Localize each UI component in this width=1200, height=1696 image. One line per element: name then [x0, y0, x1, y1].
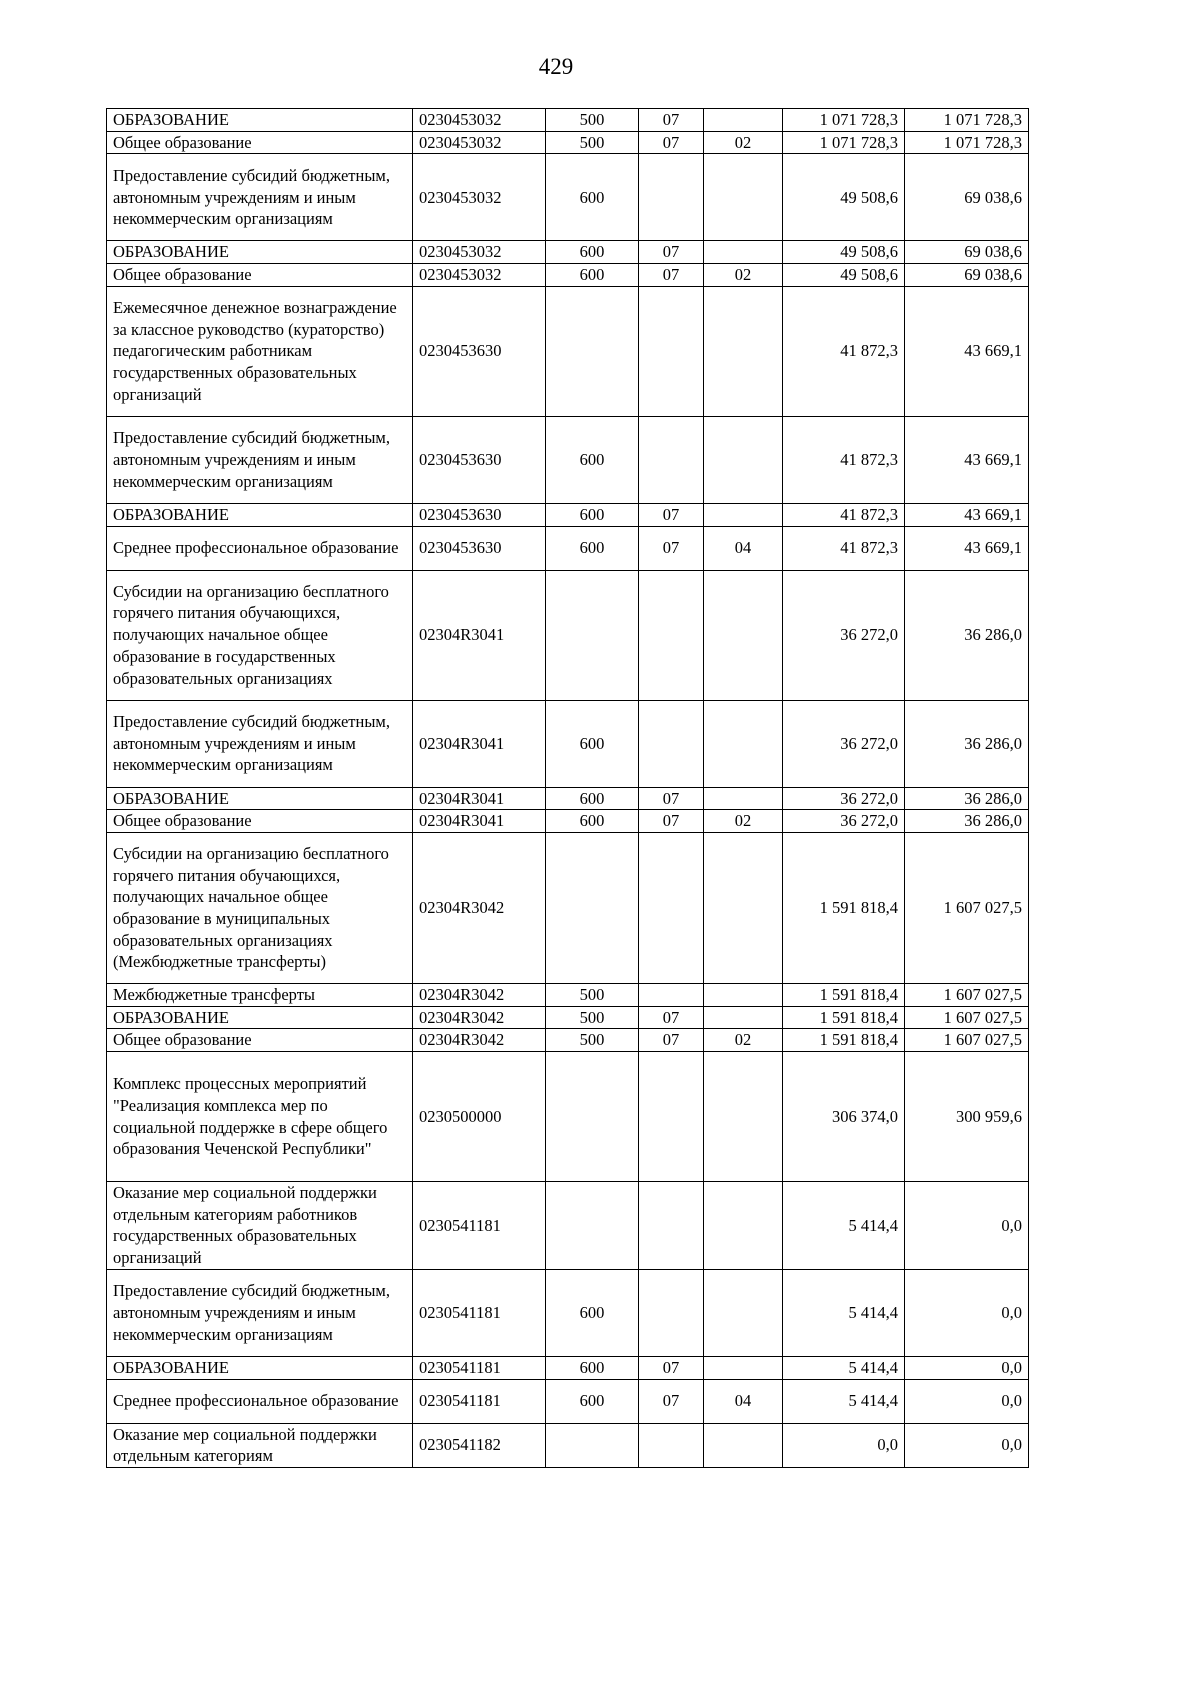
row-name: ОБРАЗОВАНИЕ — [107, 241, 413, 264]
subsection-code: 04 — [704, 526, 783, 570]
section-code — [639, 700, 704, 787]
target-article-code: 0230453032 — [413, 264, 546, 287]
section-code — [639, 1052, 704, 1182]
subsection-code — [704, 1006, 783, 1029]
table-row — [107, 241, 1029, 264]
expense-type-code: 500 — [546, 109, 639, 132]
section-code — [639, 1269, 704, 1356]
amount-year-2: 43 669,1 — [905, 416, 1029, 503]
expense-type-code — [546, 832, 639, 983]
expense-type-code: 500 — [546, 1006, 639, 1029]
amount-year-1: 49 508,6 — [783, 154, 905, 241]
amount-year-2: 1 607 027,5 — [905, 832, 1029, 983]
table-row — [107, 1356, 1029, 1379]
row-name: Комплекс процессных мероприятий "Реализация комплекса мер по социальной поддержке в сфере общего образования Чеченской Республики" — [107, 1052, 413, 1182]
subsection-code — [704, 241, 783, 264]
subsection-code: 02 — [704, 810, 783, 833]
target-article-code: 02304R3042 — [413, 1029, 546, 1052]
table-row — [107, 810, 1029, 833]
row-name: Среднее профессиональное образование — [107, 1379, 413, 1423]
amount-year-1: 36 272,0 — [783, 810, 905, 833]
subsection-code — [704, 416, 783, 503]
amount-year-2: 36 286,0 — [905, 570, 1029, 700]
expense-type-code: 600 — [546, 416, 639, 503]
subsection-code — [704, 154, 783, 241]
target-article-code: 0230541182 — [413, 1423, 546, 1467]
amount-year-1: 1 071 728,3 — [783, 131, 905, 154]
row-name: Предоставление субсидий бюджетным, автономным учреждениям и иным некоммерческим организациям — [107, 154, 413, 241]
row-name: Субсидии на организацию бесплатного горячего питания обучающихся, получающих начальное общее образование в государственных образовательных организациях — [107, 570, 413, 700]
section-code — [639, 832, 704, 983]
table-row — [107, 131, 1029, 154]
row-name: Оказание мер социальной поддержки отдельным категориям работников государственных образовательных организаций — [107, 1182, 413, 1270]
amount-year-2: 1 607 027,5 — [905, 1006, 1029, 1029]
expense-type-code: 600 — [546, 154, 639, 241]
amount-year-2: 36 286,0 — [905, 787, 1029, 810]
table-row — [107, 264, 1029, 287]
amount-year-2: 0,0 — [905, 1269, 1029, 1356]
table-row — [107, 983, 1029, 1006]
row-name: Межбюджетные трансферты — [107, 983, 413, 1006]
amount-year-2: 1 071 728,3 — [905, 109, 1029, 132]
expense-type-code: 600 — [546, 241, 639, 264]
target-article-code: 02304R3041 — [413, 810, 546, 833]
target-article-code: 0230453032 — [413, 109, 546, 132]
table-row — [107, 154, 1029, 241]
expense-type-code — [546, 1182, 639, 1270]
subsection-code: 02 — [704, 264, 783, 287]
target-article-code: 0230541181 — [413, 1269, 546, 1356]
amount-year-1: 306 374,0 — [783, 1052, 905, 1182]
amount-year-1: 1 071 728,3 — [783, 109, 905, 132]
row-name: Предоставление субсидий бюджетным, автономным учреждениям и иным некоммерческим организациям — [107, 700, 413, 787]
amount-year-2: 69 038,6 — [905, 241, 1029, 264]
budget-table-body — [107, 109, 1029, 1468]
section-code: 07 — [639, 503, 704, 526]
expense-type-code: 600 — [546, 787, 639, 810]
subsection-code — [704, 1356, 783, 1379]
subsection-code — [704, 1423, 783, 1467]
section-code — [639, 416, 704, 503]
amount-year-2: 1 607 027,5 — [905, 983, 1029, 1006]
amount-year-2: 36 286,0 — [905, 700, 1029, 787]
amount-year-1: 41 872,3 — [783, 286, 905, 416]
subsection-code — [704, 1269, 783, 1356]
target-article-code: 0230453032 — [413, 241, 546, 264]
amount-year-2: 0,0 — [905, 1379, 1029, 1423]
target-article-code: 0230453630 — [413, 416, 546, 503]
amount-year-2: 43 669,1 — [905, 286, 1029, 416]
target-article-code: 02304R3041 — [413, 700, 546, 787]
table-row — [107, 787, 1029, 810]
amount-year-1: 36 272,0 — [783, 700, 905, 787]
row-name: Общее образование — [107, 810, 413, 833]
table-row — [107, 700, 1029, 787]
expense-type-code: 500 — [546, 131, 639, 154]
subsection-code: 04 — [704, 1379, 783, 1423]
row-name: Субсидии на организацию бесплатного горячего питания обучающихся, получающих начальное общее образование в муниципальных образовательных организациях (Межбюджетные трансферты) — [107, 832, 413, 983]
expense-type-code: 600 — [546, 810, 639, 833]
section-code: 07 — [639, 1379, 704, 1423]
table-row — [107, 109, 1029, 132]
page-number: 429 — [538, 54, 574, 79]
row-name: ОБРАЗОВАНИЕ — [107, 109, 413, 132]
target-article-code: 02304R3041 — [413, 570, 546, 700]
row-name: ОБРАЗОВАНИЕ — [107, 1006, 413, 1029]
section-code — [639, 983, 704, 1006]
table-row — [107, 416, 1029, 503]
expense-type-code — [546, 286, 639, 416]
amount-year-1: 5 414,4 — [783, 1269, 905, 1356]
row-name: Среднее профессиональное образование — [107, 526, 413, 570]
subsection-code — [704, 109, 783, 132]
subsection-code: 02 — [704, 1029, 783, 1052]
expense-type-code: 600 — [546, 1269, 639, 1356]
row-name: Ежемесячное денежное вознаграждение за классное руководство (кураторство) педагогическим работникам государственных образовательных организаций — [107, 286, 413, 416]
expense-type-code: 600 — [546, 1379, 639, 1423]
amount-year-2: 43 669,1 — [905, 503, 1029, 526]
amount-year-1: 36 272,0 — [783, 787, 905, 810]
amount-year-1: 1 591 818,4 — [783, 832, 905, 983]
table-row — [107, 1006, 1029, 1029]
section-code: 07 — [639, 1356, 704, 1379]
budget-table — [106, 108, 1029, 1468]
target-article-code: 0230453630 — [413, 286, 546, 416]
section-code: 07 — [639, 1029, 704, 1052]
expense-type-code: 600 — [546, 526, 639, 570]
target-article-code: 0230453032 — [413, 131, 546, 154]
subsection-code — [704, 983, 783, 1006]
section-code: 07 — [639, 264, 704, 287]
section-code: 07 — [639, 109, 704, 132]
section-code: 07 — [639, 1006, 704, 1029]
section-code — [639, 154, 704, 241]
amount-year-2: 0,0 — [905, 1423, 1029, 1467]
section-code — [639, 570, 704, 700]
subsection-code — [704, 1052, 783, 1182]
section-code: 07 — [639, 526, 704, 570]
amount-year-1: 5 414,4 — [783, 1356, 905, 1379]
amount-year-2: 300 959,6 — [905, 1052, 1029, 1182]
amount-year-1: 49 508,6 — [783, 241, 905, 264]
section-code — [639, 1182, 704, 1270]
row-name: ОБРАЗОВАНИЕ — [107, 1356, 413, 1379]
amount-year-2: 0,0 — [905, 1356, 1029, 1379]
amount-year-1: 41 872,3 — [783, 503, 905, 526]
subsection-code — [704, 503, 783, 526]
subsection-code — [704, 286, 783, 416]
section-code: 07 — [639, 810, 704, 833]
amount-year-1: 1 591 818,4 — [783, 983, 905, 1006]
amount-year-2: 69 038,6 — [905, 264, 1029, 287]
target-article-code: 0230453630 — [413, 526, 546, 570]
subsection-code — [704, 570, 783, 700]
section-code: 07 — [639, 241, 704, 264]
section-code — [639, 286, 704, 416]
table-row — [107, 570, 1029, 700]
target-article-code: 0230453630 — [413, 503, 546, 526]
table-row — [107, 832, 1029, 983]
table-row — [107, 1379, 1029, 1423]
table-row — [107, 1423, 1029, 1467]
amount-year-1: 0,0 — [783, 1423, 905, 1467]
target-article-code: 02304R3042 — [413, 983, 546, 1006]
amount-year-1: 41 872,3 — [783, 526, 905, 570]
amount-year-1: 5 414,4 — [783, 1182, 905, 1270]
section-code — [639, 1423, 704, 1467]
row-name: ОБРАЗОВАНИЕ — [107, 503, 413, 526]
amount-year-2: 0,0 — [905, 1182, 1029, 1270]
target-article-code: 02304R3041 — [413, 787, 546, 810]
target-article-code: 02304R3042 — [413, 1006, 546, 1029]
subsection-code: 02 — [704, 131, 783, 154]
amount-year-2: 1 071 728,3 — [905, 131, 1029, 154]
expense-type-code — [546, 1423, 639, 1467]
row-name: Общее образование — [107, 131, 413, 154]
amount-year-1: 5 414,4 — [783, 1379, 905, 1423]
target-article-code: 0230541181 — [413, 1356, 546, 1379]
amount-year-1: 1 591 818,4 — [783, 1029, 905, 1052]
section-code: 07 — [639, 787, 704, 810]
target-article-code: 0230541181 — [413, 1182, 546, 1270]
amount-year-2: 69 038,6 — [905, 154, 1029, 241]
target-article-code: 0230541181 — [413, 1379, 546, 1423]
amount-year-1: 36 272,0 — [783, 570, 905, 700]
amount-year-1: 41 872,3 — [783, 416, 905, 503]
expense-type-code — [546, 570, 639, 700]
target-article-code: 02304R3042 — [413, 832, 546, 983]
table-row — [107, 1029, 1029, 1052]
row-name: Предоставление субсидий бюджетным, автономным учреждениям и иным некоммерческим организациям — [107, 416, 413, 503]
row-name: ОБРАЗОВАНИЕ — [107, 787, 413, 810]
row-name: Общее образование — [107, 1029, 413, 1052]
amount-year-2: 1 607 027,5 — [905, 1029, 1029, 1052]
row-name: Предоставление субсидий бюджетным, автономным учреждениям и иным некоммерческим организациям — [107, 1269, 413, 1356]
table-row — [107, 1052, 1029, 1182]
row-name: Общее образование — [107, 264, 413, 287]
amount-year-1: 49 508,6 — [783, 264, 905, 287]
expense-type-code — [546, 1052, 639, 1182]
target-article-code: 0230453032 — [413, 154, 546, 241]
subsection-code — [704, 787, 783, 810]
table-row — [107, 1269, 1029, 1356]
expense-type-code: 600 — [546, 264, 639, 287]
subsection-code — [704, 1182, 783, 1270]
expense-type-code: 500 — [546, 983, 639, 1006]
amount-year-2: 36 286,0 — [905, 810, 1029, 833]
amount-year-2: 43 669,1 — [905, 526, 1029, 570]
expense-type-code: 600 — [546, 1356, 639, 1379]
subsection-code — [704, 700, 783, 787]
table-row — [107, 503, 1029, 526]
expense-type-code: 600 — [546, 503, 639, 526]
table-row — [107, 526, 1029, 570]
target-article-code: 0230500000 — [413, 1052, 546, 1182]
section-code: 07 — [639, 131, 704, 154]
table-row — [107, 1182, 1029, 1270]
subsection-code — [704, 832, 783, 983]
table-row — [107, 286, 1029, 416]
expense-type-code: 600 — [546, 700, 639, 787]
amount-year-1: 1 591 818,4 — [783, 1006, 905, 1029]
expense-type-code: 500 — [546, 1029, 639, 1052]
row-name: Оказание мер социальной поддержки отдельным категориям — [107, 1423, 413, 1467]
